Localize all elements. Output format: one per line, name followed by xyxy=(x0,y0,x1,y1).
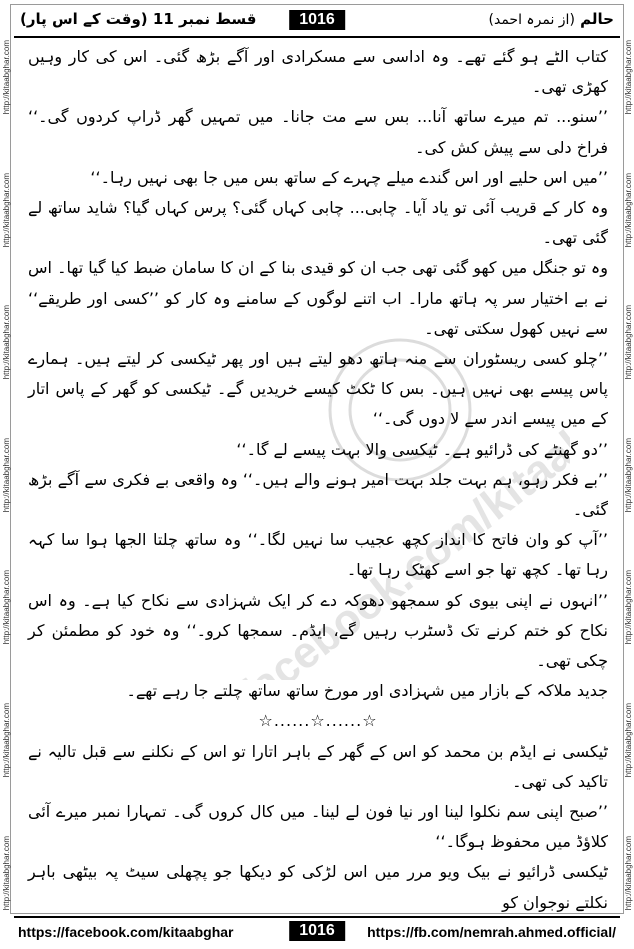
paragraph: ’’چلو کسی ریسٹوران سے منہ ہاتھ دھو لیتے ہیں اور پھر ٹیکسی کر لیتے ہیں۔ ہمارے پاس پیسے بھی نہیں ہیں۔ بس کا ٹکٹ کیسے خریدیں گے۔ ٹیکسی کو گھر کے پاس اتار کے میں پیسے اندر سے لا دوں گی۔‘‘ xyxy=(28,349,608,429)
paragraph: ’’میں اس حلیے اور اس گندے میلے چہرے کے ساتھ بس میں جا بھی نہیں رہا۔‘‘ xyxy=(90,167,608,187)
side-watermark-text: http://kitaabghar.com xyxy=(1,703,11,778)
side-watermark-text: http://kitaabghar.com xyxy=(623,40,633,115)
episode-part: (وقت کے اس پار) xyxy=(20,10,148,28)
paragraph: جدید ملاکہ کے بازار میں شہزادی اور مورخ ساتھ ساتھ چلتے جا رہے تھے۔ xyxy=(126,681,608,701)
paragraph: کتاب الٹے ہو گئے تھے۔ وہ اداسی سے مسکرادی اور آگے بڑھ گئی۔ اس کی کار وہیں کھڑی تھی۔ xyxy=(28,47,608,97)
header-divider xyxy=(14,36,620,38)
left-side-watermark xyxy=(0,40,12,910)
side-watermark-text: http://kitaabghar.com xyxy=(623,305,633,380)
paragraph: ’’دو گھنٹے کی ڈرائیو ہے۔ ٹیکسی والا بہت پیسے لے گا۔‘‘ xyxy=(236,439,608,459)
episode-info xyxy=(20,10,257,28)
side-watermark-text: http://kitaabghar.com xyxy=(623,835,633,910)
paragraph: ’’بے فکر رہو، ہم بہت جلد بہت امیر ہونے والے ہیں۔‘‘ وہ واقعی بے فکری سے آگے بڑھ گئی۔ xyxy=(28,469,608,520)
episode-label: قسط نمبر 11 xyxy=(152,10,257,28)
footer-page-number: 1016 xyxy=(289,921,345,941)
paragraph: ’’سنو... تم میرے ساتھ آنا... بس سے مت جانا۔ میں تمہیں گھر ڈراپ کردوں گی۔‘‘ فراخ دلی سے پیش کش کی۔ xyxy=(28,107,608,157)
side-watermark-text: http://kitaabghar.com xyxy=(1,835,11,910)
side-watermark-text: http://kitaabghar.com xyxy=(1,570,11,645)
side-watermark-text: http://kitaabghar.com xyxy=(1,172,11,247)
paragraph: ’’صبح اپنی سم نکلوا لینا اور نیا فون لے لینا۔ میں کال کروں گی۔ تمہارا نمبر میرے آئی کلاؤڈ میں محفوظ ہوگا۔‘‘ xyxy=(28,802,608,852)
side-watermark-text: http://kitaabghar.com xyxy=(623,437,633,513)
side-watermark-text: http://kitaabghar.com xyxy=(1,437,11,513)
side-watermark-text: http://kitaabghar.com xyxy=(623,172,633,247)
page-body xyxy=(28,42,608,912)
page-footer xyxy=(0,920,634,948)
section-break: ☆......☆......☆ xyxy=(258,711,378,731)
page-header xyxy=(14,8,620,36)
paragraph: وہ تو جنگل میں کھو گئی تھی جب ان کو قیدی بنا کے ان کا سامان ضبط کیا گیا تھا۔ اس نے بے اختیار سر پہ ہاتھ مارا۔ اب اتنے لوگوں کے سامنے وہ کار کو ’’کسی اور طریقے‘‘ سے نہیں کھول سکتی تھی۔ xyxy=(28,258,608,338)
side-watermark-text: http://kitaabghar.com xyxy=(623,570,633,645)
novel-info xyxy=(489,10,614,28)
facebook-link[interactable]: https://facebook.com/kitaabghar xyxy=(18,924,234,940)
side-watermark-text: http://kitaabghar.com xyxy=(623,703,633,778)
side-watermark-text: http://kitaabghar.com xyxy=(1,305,11,380)
side-watermark-text: http://kitaabghar.com xyxy=(1,40,11,115)
paragraph: ’’انہوں نے اپنی بیوی کو سمجھو دھوکہ دے کر ایک شہزادی سے نکاح کیا ہے۔ وہ اس نکاح کو ختم کرنے تک ڈسٹرب رہیں گے، ایڈم۔ سمجھا کرو۔‘‘ وہ خود کو مطمئن کر چکی تھی۔ xyxy=(28,590,608,671)
right-side-watermark xyxy=(622,40,634,910)
paragraph: وہ کار کے قریب آئی تو یاد آیا۔ چابی... چابی کہاں گئی؟ پرس کہاں گیا؟ شاید ساتھ لے گئی تھی۔ xyxy=(28,198,608,248)
paragraph: ’’آپ کو وان فاتح کا انداز کچھ عجیب سا نہیں لگا۔‘‘ وہ ساتھ چلتا الجھا ہوا سا کہہ رہا تھا۔ کچھ تھا جو اسے کھٹک رہا تھا۔ xyxy=(28,530,608,580)
paragraph: ٹیکسی نے ایڈم بن محمد کو اس کے گھر کے باہر اتارا تو اس کے نکلنے سے قبل تالیہ نے تاکید کی تھی۔ xyxy=(28,741,608,791)
novel-title: حالم xyxy=(580,10,614,28)
author-page-link[interactable]: https://fb.com/nemrah.ahmed.official/ xyxy=(367,924,616,940)
paragraph: ٹیکسی ڈرائیو نے بیک ویو مرر میں اس لڑکی کو دیکھا جو پچھلی سیٹ پہ بیٹھی باہر نکلتے نوجوان کو xyxy=(28,862,608,912)
header-page-number: 1016 xyxy=(289,10,345,30)
footer-divider xyxy=(14,916,620,918)
author-name: (از نمرہ احمد) xyxy=(488,12,575,28)
